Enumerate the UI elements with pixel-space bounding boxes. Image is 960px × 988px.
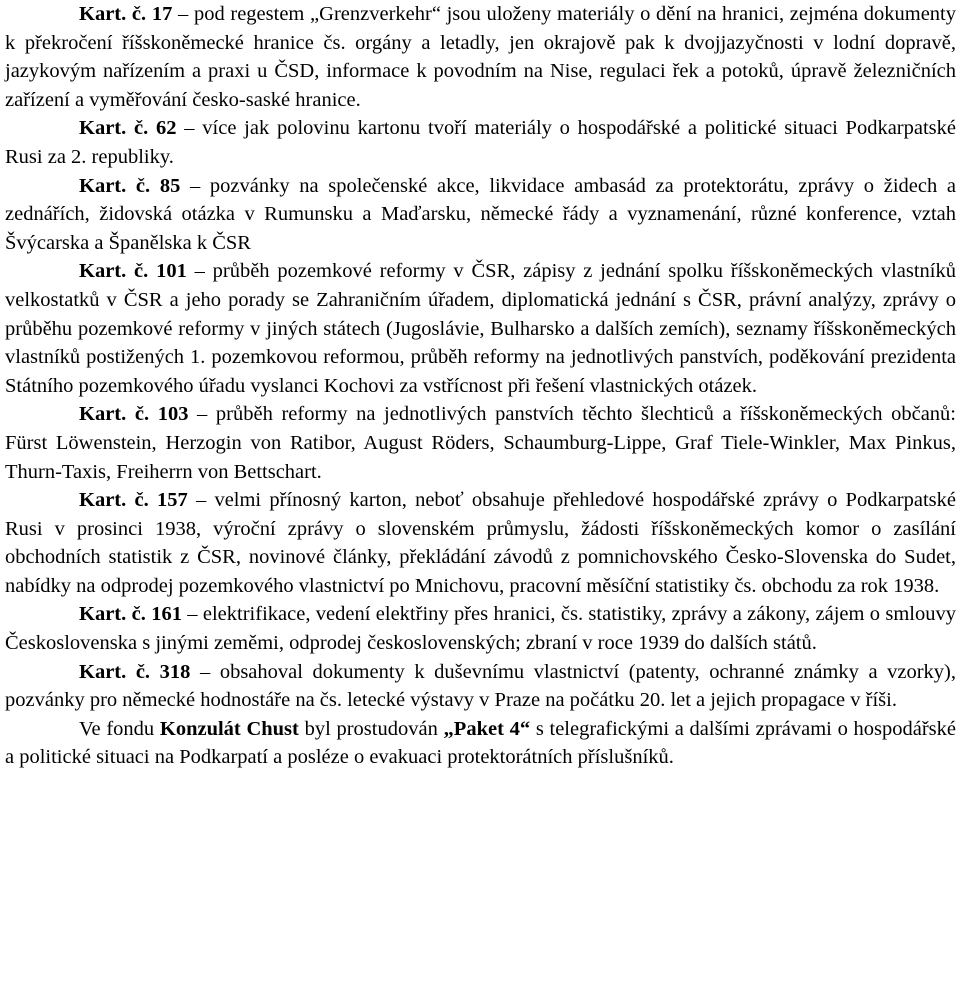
paragraph-kart-101 bbox=[5, 257, 956, 400]
paragraph-kart-85 bbox=[5, 172, 956, 258]
paragraph-kart-318 bbox=[5, 658, 956, 715]
fond-name: Konzulát Chust bbox=[159, 717, 299, 740]
carton-label: Kart. č. bbox=[79, 489, 149, 512]
carton-number: 17 bbox=[151, 3, 173, 25]
carton-label: Kart. č. bbox=[79, 117, 149, 140]
paragraph-kart-17 bbox=[5, 0, 956, 114]
paragraph-text: – velmi přínosný karton, neboť obsahuje přehledové hospodářské zprávy o Podkarpatské Rusi v prosinci 1938, výroční zprávy o slovenském průmyslu, žádosti říšskoněmeckých komor o zasílání obchodních statistik z ČSR, novinové články, překládání závodů z pomnichovského Česko-Slovenska do Sudet, nabídky na odprodej pozemkového vlastnictví po Mnichovu, pracovní měsíční statistiky čs. obchodu za rok 1938. bbox=[5, 489, 957, 597]
paragraph-closing bbox=[5, 715, 956, 772]
paragraph-kart-103 bbox=[5, 400, 956, 486]
carton-number: 101 bbox=[156, 260, 187, 283]
carton-label: Kart. č. bbox=[79, 3, 147, 25]
paragraph-text: – průběh pozemkové reformy v ČSR, zápisy z jednání spolku říšskoněmeckých vlastníků velkostatků v ČSR a jeho porady se Zahraničním úřadem, diplomatická jednání s ČSR, právní analýzy, zprávy o průběhu pozemkové reformy v jiných státech (Jugoslávie, Bulharsko a dalších zemích), seznamy říšskoněmeckých vlastníků postižených 1. pozemkovou reformou, průběh reformy na jednotlivých panstvích, poděkování prezidenta Státního pozemkového úřadu vyslanci Kochovi za vstřícnost při řešení vlastnických otázek. bbox=[5, 260, 957, 397]
carton-number: 157 bbox=[156, 489, 188, 512]
closing-middle: byl prostudován bbox=[298, 717, 444, 740]
carton-label: Kart. č. bbox=[79, 603, 146, 626]
paragraph-kart-62 bbox=[5, 114, 956, 171]
paragraph-text: – pod regestem „Grenzverkehr“ jsou uloženy materiály o dění na hranici, zejména dokumenty k překročení říšskoněmecké hranice čs. orgány a letadly, jen okrajově pak k dvojjazyčnosti v lodní dopravě, jazykovým nařízením a praxi u ČSD, informace k povodním na Nise, regulaci řek a potoků, úpravě železničních zařízení a vyměřování česko-saské hranice. bbox=[5, 3, 956, 111]
paragraph-kart-161 bbox=[5, 600, 956, 657]
carton-label: Kart. č. bbox=[79, 260, 149, 283]
packet-name: „Paket 4“ bbox=[443, 717, 531, 740]
carton-label: Kart. č. bbox=[79, 403, 150, 426]
carton-number: 62 bbox=[156, 117, 177, 140]
carton-number: 85 bbox=[159, 174, 181, 197]
paragraph-text: – elektrifikace, vedení elektřiny přes hranici, čs. statistiky, zprávy a zákony, zájem o smlouvy Československa s jinými zeměmi, odprodej československých; zbraní v roce 1939 do dalších států. bbox=[5, 603, 957, 655]
paragraph-text: – průběh reformy na jednotlivých panstvích těchto šlechticů a říšskoněmeckých občanů: Fürst Löwenstein, Herzogin von Ratibor, August Röders, Schaumburg-Lippe, Graf Tiele-Winkler, Max Pinkus, Thurn-Taxis, Freiherrn von Bettschart. bbox=[5, 403, 956, 483]
closing-intro: Ve fondu bbox=[79, 717, 160, 740]
carton-label: Kart. č. bbox=[79, 174, 151, 197]
paragraph-text: – více jak polovinu kartonu tvoří materiály o hospodářské a politické situaci Podkarpatské Rusi za 2. republiky. bbox=[5, 117, 956, 168]
paragraph-kart-157 bbox=[5, 486, 956, 600]
carton-number: 103 bbox=[157, 403, 189, 426]
carton-label: Kart. č. bbox=[79, 660, 151, 683]
paragraph-text: – obsahoval dokumenty k duševnímu vlastnictví (patenty, ochranné známky a vzorky), pozvánky pro německé hodnostáře na čs. letecké výstavy v Praze na počátku 20. let a jejich propagace v říši. bbox=[5, 660, 957, 712]
carton-number: 318 bbox=[159, 660, 191, 683]
paragraph-text: – pozvánky na společenské akce, likvidace ambasád za protektorátu, zprávy o židech a zednářích, židovská otázka v Rumunsku a Maďarsku, německé řády a vyznamenání, různé konference, vztah Švýcarska a Španělska k ČSR bbox=[5, 174, 956, 254]
carton-number: 161 bbox=[151, 603, 182, 626]
closing-rest: s telegrafickými a dalšími zprávami o hospodářské a politické situaci na Podkarpatí a posléze o evakuaci protektorátních příslušníků. bbox=[5, 717, 957, 769]
